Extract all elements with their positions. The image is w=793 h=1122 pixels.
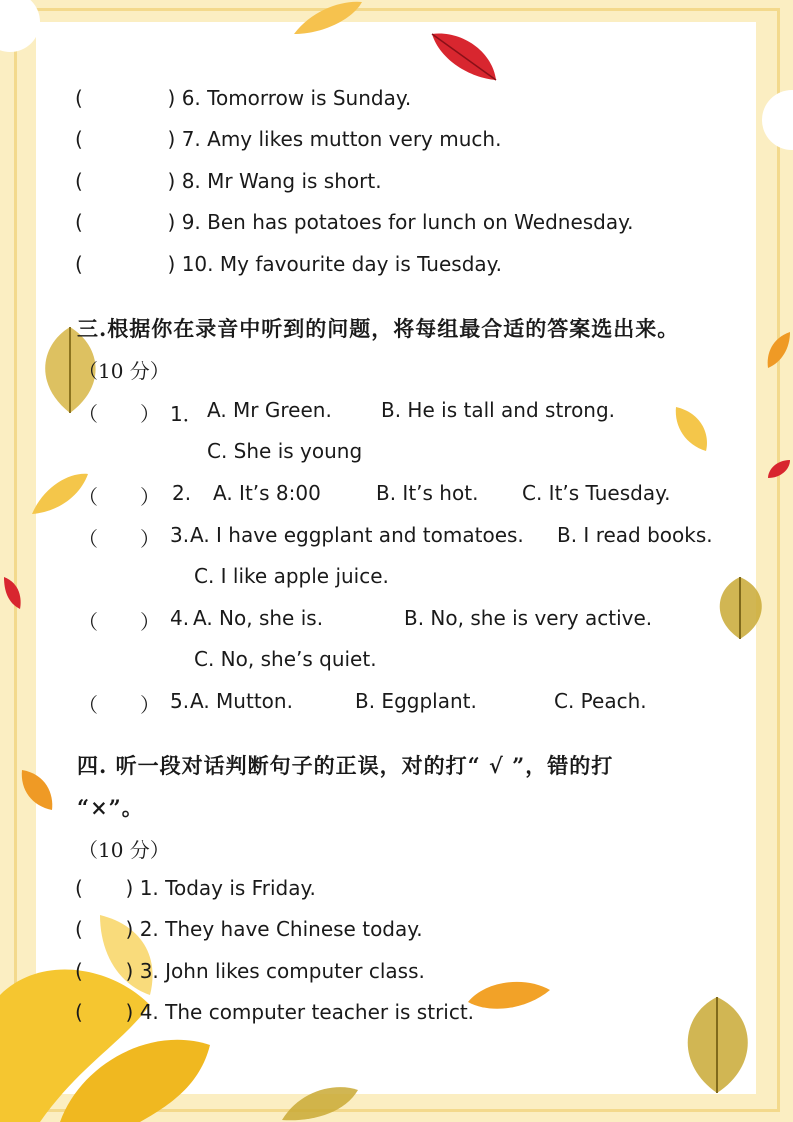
answer-blank-open[interactable]: ( xyxy=(75,252,83,276)
answer-blank-close: ) xyxy=(167,210,176,234)
list-item xyxy=(75,959,425,983)
red-leaf-icon xyxy=(430,30,500,85)
answer-blank-close: ) xyxy=(125,876,134,900)
answer-blank-close: ） xyxy=(140,402,160,426)
option-c: C. No, she’s quiet. xyxy=(194,647,377,671)
item-number: 4. xyxy=(170,606,190,630)
list-item xyxy=(75,86,411,110)
item-text: 1. Today is Friday. xyxy=(139,876,316,900)
answer-blank-close: ） xyxy=(140,610,160,634)
answer-blank-close: ） xyxy=(140,485,160,509)
item-text: 3. John likes computer class. xyxy=(139,959,425,983)
option-b: B. He is tall and strong. xyxy=(381,398,616,422)
answer-blank-open[interactable]: （ xyxy=(78,402,98,426)
option-c: C. It’s Tuesday. xyxy=(522,481,671,505)
list-item xyxy=(75,876,316,900)
item-number: 3. xyxy=(170,523,190,547)
section-4-score: （10 分） xyxy=(78,838,170,862)
red-leaf-icon xyxy=(766,458,792,480)
option-c: C. Peach. xyxy=(554,689,647,713)
answer-blank-close: ) xyxy=(125,959,134,983)
answer-blank-close: ) xyxy=(167,86,176,110)
yellow-leaf-icon xyxy=(280,1080,360,1122)
item-number: 2. xyxy=(172,481,192,505)
list-item xyxy=(75,252,502,276)
list-item xyxy=(75,210,633,234)
answer-blank-open[interactable]: ( xyxy=(75,1000,83,1024)
item-text: 2. They have Chinese today. xyxy=(139,917,423,941)
option-a: A. No, she is. xyxy=(193,606,324,630)
answer-blank-close: ) xyxy=(167,127,176,151)
item-text: 9. Ben has potatoes for lunch on Wednesday. xyxy=(181,210,634,234)
answer-blank-close: ) xyxy=(125,1000,134,1024)
list-item xyxy=(75,169,382,193)
option-c: C. She is young xyxy=(207,439,363,463)
answer-blank-open[interactable]: （ xyxy=(78,527,98,551)
item-number: 5. xyxy=(170,689,190,713)
answer-blank-open[interactable]: ( xyxy=(75,86,83,110)
yellow-leaf-icon xyxy=(672,995,762,1095)
answer-blank-close: ） xyxy=(140,693,160,717)
answer-blank-close: ） xyxy=(140,527,160,551)
answer-blank-open[interactable]: ( xyxy=(75,210,83,234)
red-leaf-icon xyxy=(2,575,24,611)
item-text: 10. My favourite day is Tuesday. xyxy=(181,252,502,276)
section-3-heading: 三.根据你在录音中听到的问题，将每组最合适的答案选出来。 xyxy=(77,316,680,341)
orange-leaf-icon xyxy=(764,330,792,370)
item-text: 7. Amy likes mutton very much. xyxy=(181,127,502,151)
white-circle-icon xyxy=(0,0,46,60)
answer-blank-close: ) xyxy=(125,917,134,941)
yellow-leaf-icon xyxy=(292,0,364,36)
answer-blank-open[interactable]: ( xyxy=(75,917,83,941)
section-4-heading: 四. 听一段对话判断句子的正误，对的打“ √ ”，错的打 xyxy=(77,753,614,778)
answer-blank-open[interactable]: （ xyxy=(78,610,98,634)
option-a: A. I have eggplant and tomatoes. xyxy=(190,523,524,547)
option-b: B. Eggplant. xyxy=(355,689,477,713)
option-a: A. Mutton. xyxy=(190,689,293,713)
option-a: A. Mr Green. xyxy=(207,398,332,422)
answer-blank-open[interactable]: ( xyxy=(75,169,83,193)
orange-leaf-icon xyxy=(18,768,56,812)
item-text: 8. Mr Wang is short. xyxy=(181,169,382,193)
white-circle-icon xyxy=(758,88,793,152)
list-item xyxy=(75,917,423,941)
orange-leaf-icon xyxy=(466,976,552,1016)
list-item xyxy=(75,127,501,151)
answer-blank-close: ) xyxy=(167,252,176,276)
answer-blank-open[interactable]: ( xyxy=(75,959,83,983)
answer-blank-close: ) xyxy=(167,169,176,193)
option-a: A. It’s 8:00 xyxy=(213,481,321,505)
option-c: C. I like apple juice. xyxy=(194,564,389,588)
item-text: 4. The computer teacher is strict. xyxy=(139,1000,475,1024)
item-number: 1． xyxy=(170,402,203,426)
option-b: B. It’s hot. xyxy=(376,481,479,505)
answer-blank-open[interactable]: （ xyxy=(78,693,98,717)
section-3-score: （10 分） xyxy=(78,359,170,383)
item-text: 6. Tomorrow is Sunday. xyxy=(181,86,412,110)
option-b: B. No, she is very active. xyxy=(404,606,653,630)
yellow-leaf-icon xyxy=(708,575,772,641)
answer-blank-open[interactable]: ( xyxy=(75,127,83,151)
list-item xyxy=(75,1000,474,1024)
yellow-leaf-icon xyxy=(672,405,712,453)
option-b: B. I read books. xyxy=(557,523,713,547)
section-4-heading-cont: “×”。 xyxy=(77,795,144,820)
answer-blank-open[interactable]: （ xyxy=(78,485,98,509)
answer-blank-open[interactable]: ( xyxy=(75,876,83,900)
